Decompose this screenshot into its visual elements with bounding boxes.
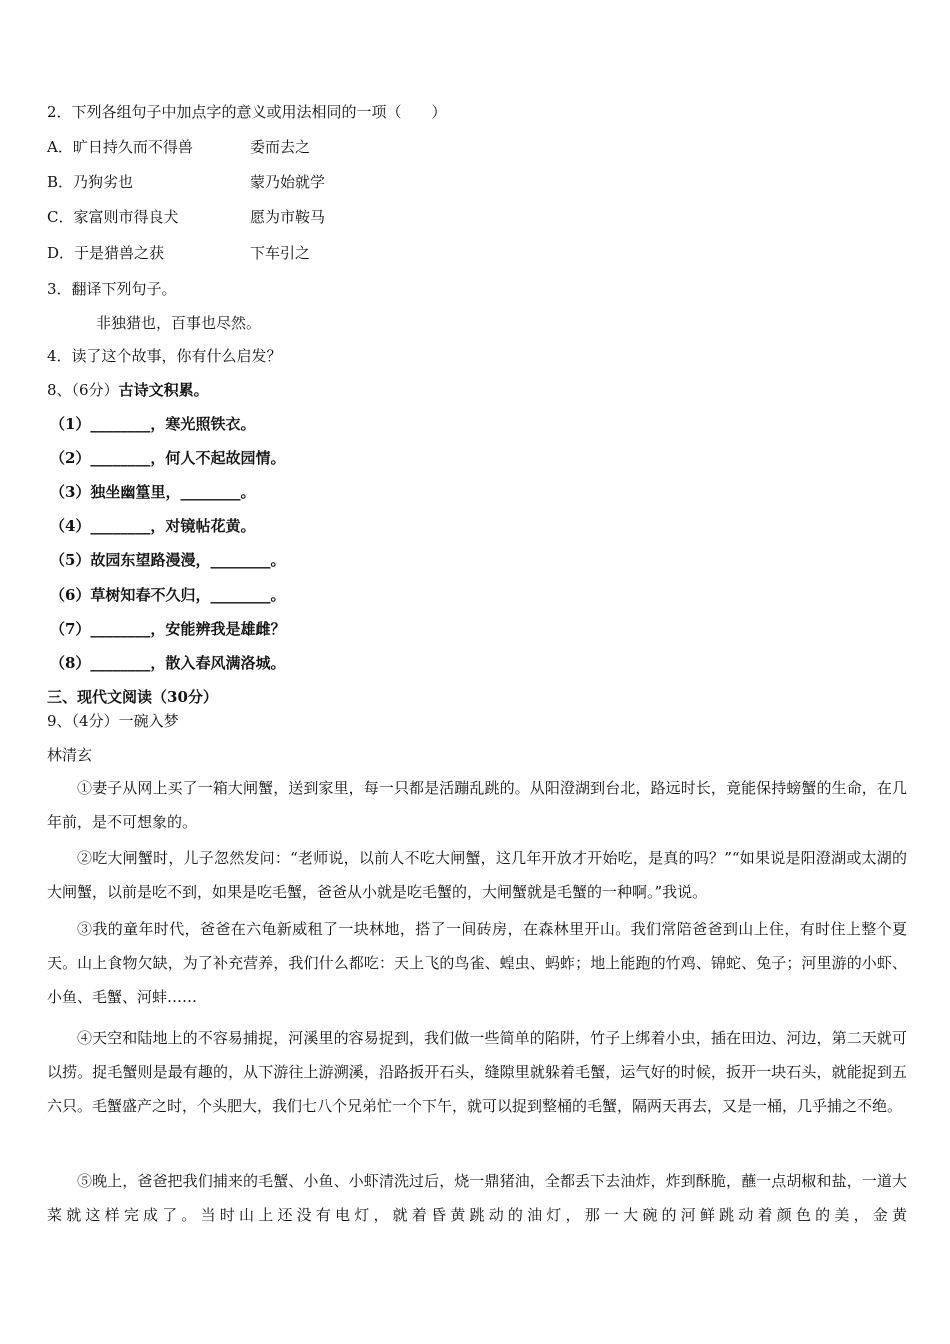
q2-option-d: D．于是猎兽之获 [47,244,165,262]
q8-item-6: （6）草树知春不久归，________。 [50,586,286,604]
article-paragraph-2: ②吃大闸蟹时，儿子忽然发问：“老师说，以前人不吃大闸蟹，这几年开放才开始吃，是真的吗？”“如果说是阳澄湖或太湖的大闸蟹，以前是吃不到，如果是吃毛蟹，爸爸从小就是吃毛蟹的，大闸蟹就是毛蟹的一种啊。”我说。 [47,849,907,901]
section3-title: 三、现代文阅读（30分） [47,688,218,706]
q8-heading [47,380,209,400]
q2-option-a-right: 委而去之 [250,138,311,156]
q3-sentence: 非独猎也，百事也尽然。 [96,314,262,332]
q2-stem: 2．下列各组句子中加点字的意义或用法相同的一项（ ） [47,103,447,121]
article-paragraph-1: ①妻子从网上买了一箱大闸蟹，送到家里，每一只都是活蹦乱跳的。从阳澄湖到台北，路远时长，竟能保持螃蟹的生命，在几年前，是不可想象的。 [47,779,907,831]
q8-item-4: （4）________，对镜帖花黄。 [50,517,256,535]
q4-stem: 4．读了这个故事，你有什么启发？ [47,347,282,365]
q8-item-3: （3）独坐幽篁里，________。 [50,483,256,501]
q2-option-b-right: 蒙乃始就学 [250,173,326,191]
q8-item-8: （8）________，散入春风满洛城。 [50,654,286,672]
q8-heading-prefix: 8、（6分） [47,381,119,399]
q2-option-c-right: 愿为市鞍马 [250,208,326,226]
q2-option-d-right: 下车引之 [250,244,311,262]
article-author: 林清玄 [47,746,93,764]
article-paragraph-4: ④天空和陆地上的不容易捕捉，河溪里的容易捉到，我们做一些简单的陷阱，竹子上绑着小虫，插在田边、河边，第二天就可以捞。捉毛蟹则是最有趣的，从下游往上游溯溪，沿路扳开石头，缝隙里就躲着毛蟹，运气好的时候，扳开一块石头，就能捉到五六只。毛蟹盛产之时，个头肥大，我们七八个兄弟忙一个下午，就可以捉到整桶的毛蟹，隔两天再去，又是一桶，几乎捕之不绝。 [47,1029,907,1115]
q2-option-b: B．乃狗劣也 [47,173,134,191]
article-paragraph-3: ③我的童年时代，爸爸在六龟新威租了一块林地，搭了一间砖房，在森林里开山。我们常陪爸爸到山上住，有时住上整个夏天。山上食物欠缺，为了补充营养，我们什么都吃：天上飞的鸟雀、蝗虫、蚂蚱；地上能跑的竹鸡、锦蛇、兔子；河里游的小虾、小鱼、毛蟹、河蚌…… [47,920,907,1006]
q8-item-5: （5）故园东望路漫漫，________。 [50,551,286,569]
q9-heading: 9、（4分）一碗入梦 [47,712,179,730]
q2-option-c: C．家富则市得良犬 [47,208,179,226]
q3-stem: 3．翻译下列句子。 [47,280,177,298]
q8-heading-title: 古诗文积累。 [118,381,209,399]
q8-item-1: （1）________，寒光照铁衣。 [50,415,256,433]
q8-item-2: （2）________，何人不起故园情。 [50,449,286,467]
q8-item-7: （7）________，安能辨我是雄雌？ [50,620,286,638]
article-paragraph-5: ⑤晚上，爸爸把我们捕来的毛蟹、小鱼、小虾清洗过后，烧一鼎猪油，全都丢下去油炸，炸到酥脆，蘸一点胡椒和盐，一道大菜就这样完成了。当时山上还没有电灯，就着昏黄跳动的油灯，那一大碗的河鲜跳动着颜色的美，金黄 [47,1172,907,1224]
q2-option-a: A．旷日持久而不得兽 [47,138,193,156]
